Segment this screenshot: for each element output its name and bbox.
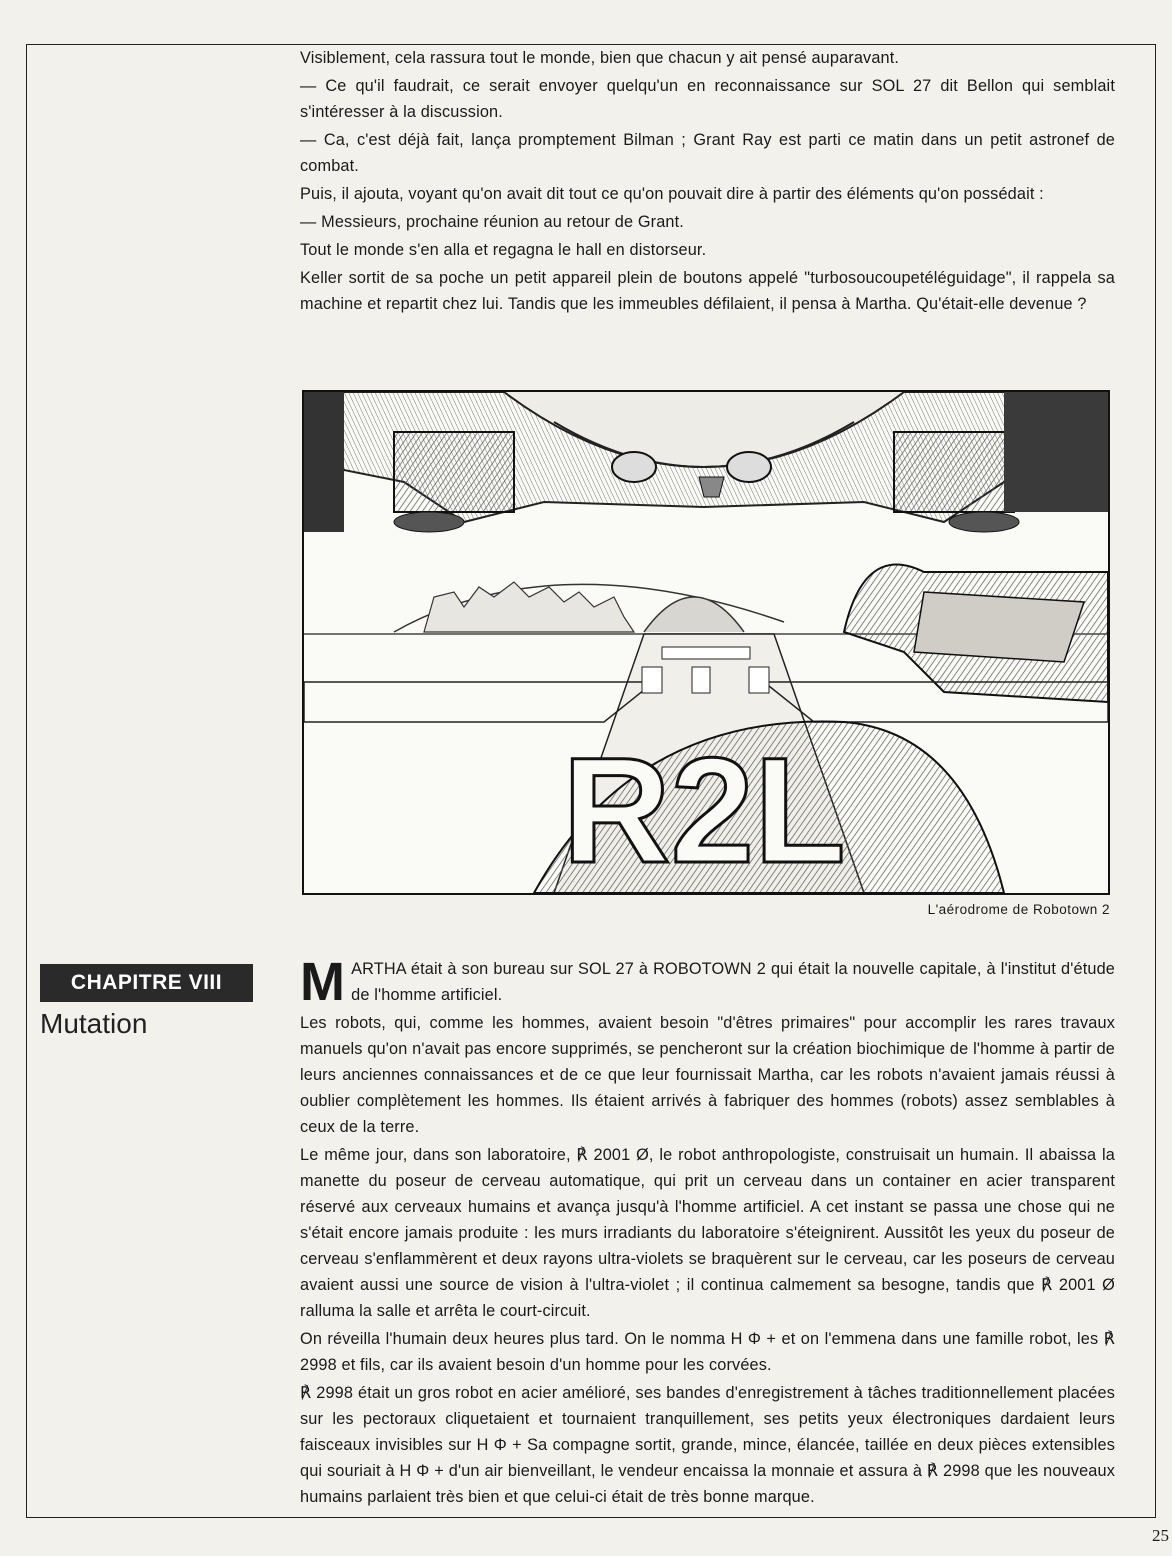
paragraph: Keller sortit de sa poche un petit appareil plein de boutons appelé "turbosoucoupetéléguidage", il rappela sa machine et repartit chez lui. Tandis que les immeubles défilaient, il pensa à Martha. Qu'était-elle devenue ? bbox=[300, 269, 1115, 313]
chapter-text-block bbox=[300, 952, 1115, 1512]
aerodrome-sketch bbox=[304, 392, 1108, 893]
figure-caption: L'aérodrome de Robotown 2 bbox=[927, 902, 1110, 917]
page-number: 25 bbox=[1152, 1526, 1169, 1545]
paragraph: Le même jour, dans son laboratoire, ℟ 2001 Ø, le robot anthropologiste, construisait un humain. Il abaissa la manette du poseur de cerveau automatique, qui prit un cerveau dans un container en acier transparent réservé aux cerveaux humains et avança jusqu'à l'homme artificiel. A cet instant se passa une chose qui ne s'était encore jamais produite : les murs irradiants du laboratoire s'éteignirent. Aussitôt les yeux du poseur de cerveau s'enflammèrent et deux rayons ultra-violets se braquèrent sur le cerveau, car les poseurs de cerveau avaient aussi une source de vision à l'ultra-violet ; il continua calmement sa besogne, tandis que ℟ 2001 Ø ralluma la salle et arrêta le court-circuit. bbox=[300, 1146, 1115, 1320]
paragraph: Visiblement, cela rassura tout le monde, bien que chacun y ait pensé auparavant. bbox=[300, 49, 900, 67]
opening-paragraph-text: ARTHA était à son bureau sur SOL 27 à ROBOTOWN 2 qui était la nouvelle capitale, à l'institut d'étude de l'homme artificiel. bbox=[351, 960, 1115, 1004]
paragraph: — Messieurs, prochaine réunion au retour de Grant. bbox=[300, 213, 684, 231]
drop-cap: M bbox=[300, 952, 346, 1012]
paragraph: Puis, il ajouta, voyant qu'on avait dit tout ce qu'on pouvait dire à partir des éléments qu'on possédait : bbox=[300, 185, 1044, 203]
opening-paragraph bbox=[300, 952, 1115, 1012]
paragraph: Tout le monde s'en alla et regagna le hall en distorseur. bbox=[300, 241, 707, 259]
paragraph: — Ce qu'il faudrait, ce serait envoyer quelqu'un en reconnaissance sur SOL 27 dit Bellon qui semblait s'intéresser à la discussion. bbox=[300, 77, 1115, 121]
paragraph: ℟ 2998 était un gros robot en acier amélioré, ses bandes d'enregistrement à tâches traditionnellement placées sur les pectoraux cliquetaient et tournaient tranquillement, ses petits yeux électroniques dardaient leurs faisceaux invisibles sur H Φ + Sa compagne sortit, grande, mince, élancée, taillée en deux pièces extensibles qui souriait à H Φ + d'un air bienveillant, le vendeur encaissa la monnaie et assura à ℟ 2998 que les nouveaux humains parlaient très bien et que celui-ci était de très bonne marque. bbox=[300, 1384, 1115, 1506]
paragraph: Les robots, qui, comme les hommes, avaient besoin "d'êtres primaires" pour accomplir les rares travaux manuels qu'on n'avait pas encore supprimés, se pencheront sur la création biochimique de l'homme à partir de leurs anciennes connaissances et de ce que leur fournissait Martha, car les robots n'avaient jamais réussi à oublier complètement les hommes. Ils étaient arrivés à fabriquer des hommes (robots) assez semblables à ceux de la terre. bbox=[300, 1014, 1115, 1136]
chapter-title: Mutation bbox=[40, 1008, 148, 1039]
paragraph: — Ca, c'est déjà fait, lança promptement Bilman ; Grant Ray est parti ce matin dans un petit astronef de combat. bbox=[300, 131, 1115, 175]
top-text-block bbox=[300, 45, 1115, 319]
chapter-label: CHAPITRE VIII bbox=[40, 964, 253, 1002]
runway-marking: R2L bbox=[562, 726, 846, 893]
paragraph: On réveilla l'humain deux heures plus tard. On le nomma H Φ + et on l'emmena dans une famille robot, les ℟ 2998 et fils, car ils avaient besoin d'un homme pour les corvées. bbox=[300, 1330, 1115, 1374]
aerodrome-illustration bbox=[302, 390, 1110, 895]
